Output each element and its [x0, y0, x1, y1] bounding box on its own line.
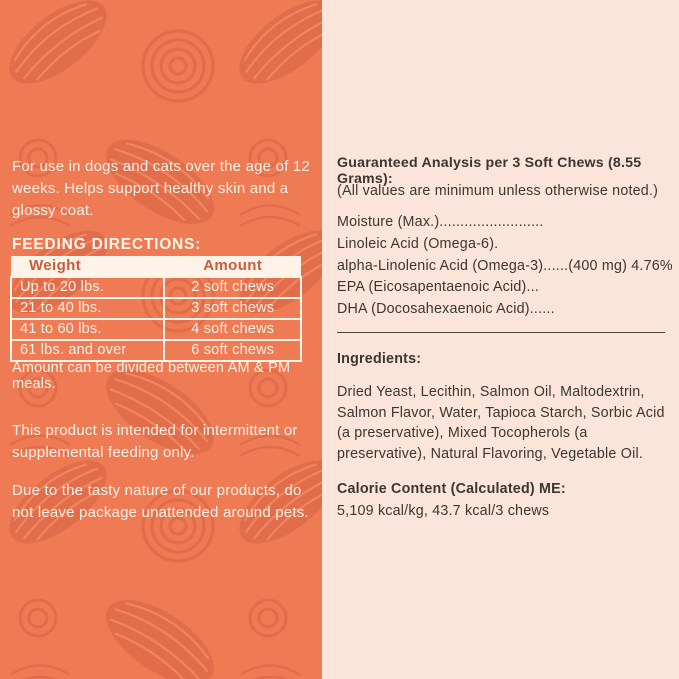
feeding-directions-table — [10, 256, 302, 362]
calorie-content-heading: Calorie Content (Calculated) ME: — [337, 481, 566, 497]
table-row — [11, 340, 301, 361]
amount-column-header: Amount — [164, 256, 301, 277]
analysis-line-epa: EPA (Eicosapentaenoic Acid)... — [337, 279, 540, 296]
amount-cell: 3 soft chews — [164, 298, 301, 319]
guaranteed-analysis-heading: Guaranteed Analysis per 3 Soft Chews (8.55 Grams): — [337, 155, 642, 187]
analysis-line-linoleic: Linoleic Acid (Omega-6). — [337, 235, 499, 252]
right-panel — [322, 0, 679, 679]
guaranteed-analysis-note: (All values are minimum unless otherwise noted.) — [337, 183, 659, 199]
table-row — [11, 277, 301, 298]
caution-note: Due to the tasty nature of our products, do not leave package unattended around pets. — [12, 482, 309, 521]
ingredients-heading: Ingredients: — [337, 351, 422, 367]
weight-cell: 21 to 40 lbs. — [11, 298, 164, 319]
ingredients-list: Dried Yeast, Lecithin, Salmon Oil, Maltodextrin, Salmon Flavor, Water, Tapioca Starch, Sorbic Acid (a preservative), Mixed Tocopherols (a preservative), Natural Flavoring, Vegetable Oil. — [337, 384, 665, 462]
table-row — [11, 319, 301, 340]
section-divider — [337, 332, 665, 333]
analysis-line-moisture: Moisture (Max.)......................... — [337, 214, 544, 230]
weight-cell: Up to 20 lbs. — [11, 277, 164, 298]
amount-cell: 6 soft chews — [164, 340, 301, 361]
am-pm-split-note: Amount can be divided between AM & PM meals. — [12, 360, 291, 392]
feeding-directions-heading: FEEDING DIRECTIONS: — [12, 236, 202, 253]
intermittent-feeding-note: This product is intended for intermittent or supplemental feeding only. — [12, 422, 298, 461]
amount-cell: 2 soft chews — [164, 277, 301, 298]
weight-cell: 41 to 60 lbs. — [11, 319, 164, 340]
table-header-row — [11, 256, 301, 277]
weight-cell: 61 lbs. and over — [11, 340, 164, 361]
weight-column-header: Weight — [11, 256, 164, 277]
analysis-line-alpha-linolenic: alpha-Linolenic Acid (Omega-3)......(400 mg) 4.76% — [337, 257, 673, 274]
left-panel — [0, 0, 322, 679]
calorie-content-value: 5,109 kcal/kg, 43.7 kcal/3 chews — [337, 503, 550, 519]
amount-cell: 4 soft chews — [164, 319, 301, 340]
table-row — [11, 298, 301, 319]
usage-statement: For use in dogs and cats over the age of 12 weeks. Helps support healthy skin and a glossy coat. — [12, 158, 310, 219]
analysis-line-dha: DHA (Docosahexaenoic Acid)...... — [337, 301, 555, 318]
guaranteed-analysis-list — [337, 212, 677, 321]
